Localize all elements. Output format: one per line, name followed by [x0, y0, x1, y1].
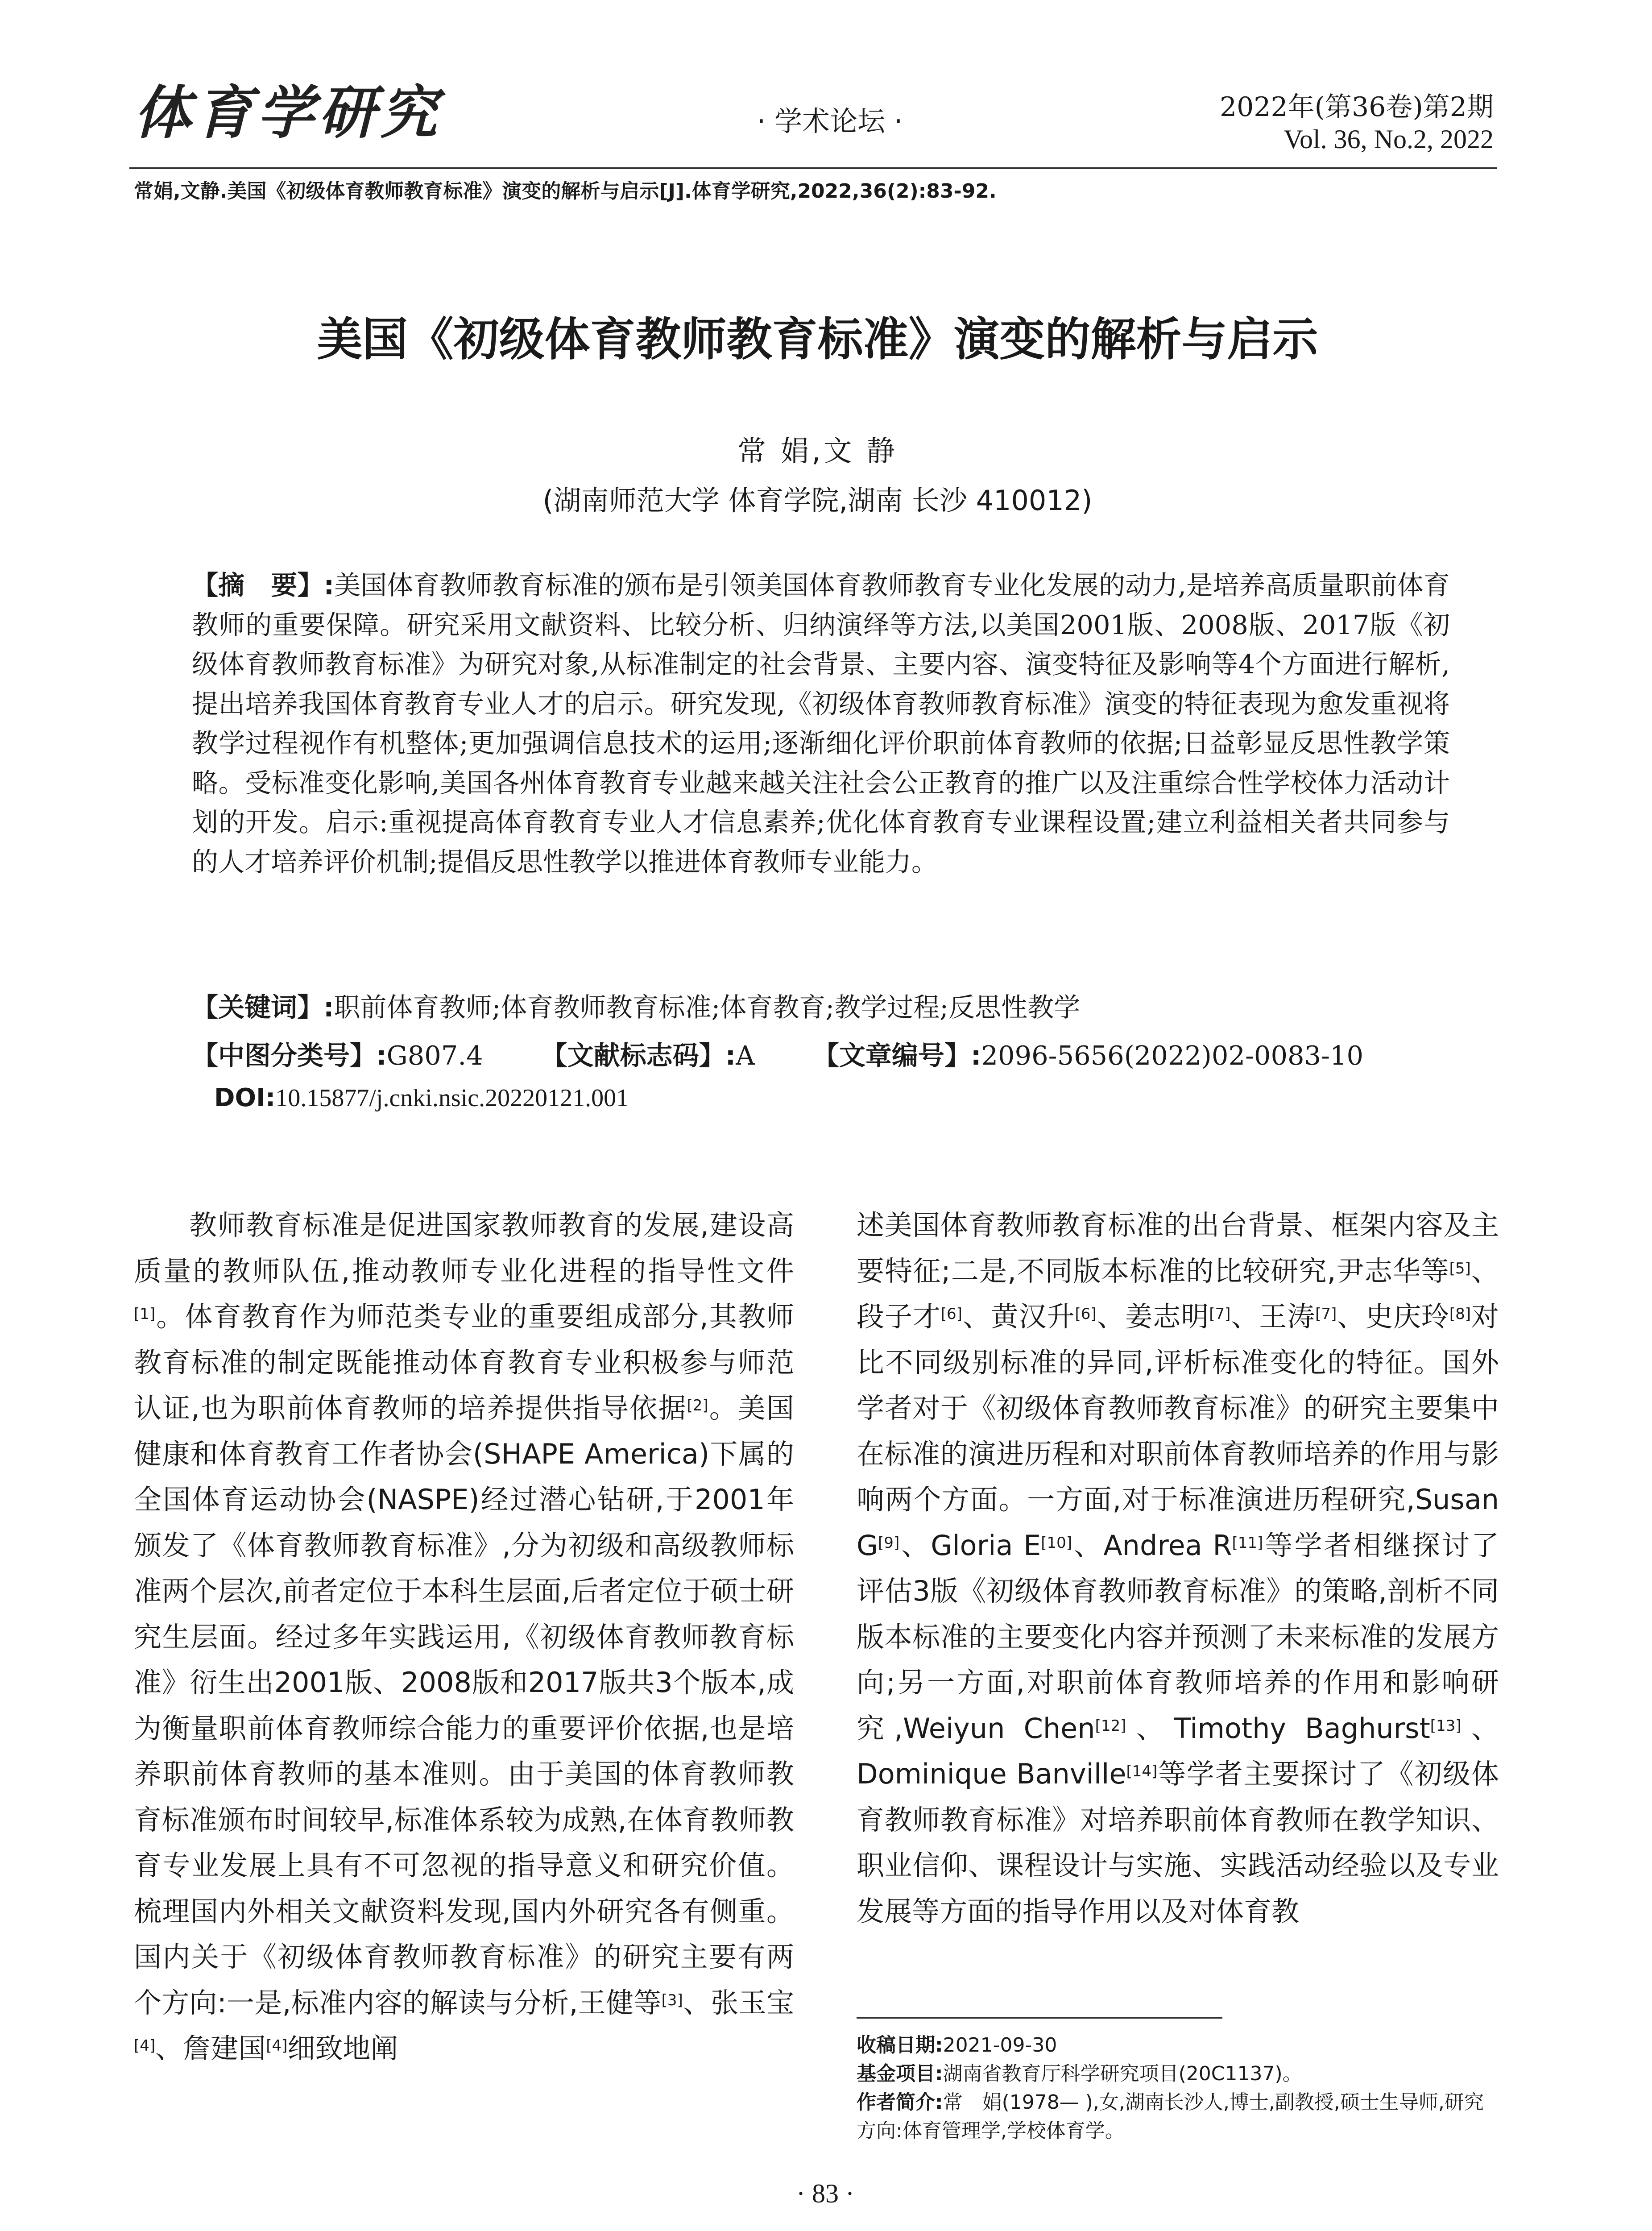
abstract-text: 美国体育教师教育标准的颁布是引领美国体育教师教育专业化发展的动力,是培养高质量职前体育教师的重要保障。研究采用文献资料、比较分析、归纳演绎等方法,以美国2001版、2008版、2017版《初级体育教师教育标准》为研究对象,从标准制定的社会背景、主要内容、演变特征及影响等4个方面进行解析,提出培养我国体育教育专业人才的启示。研究发现,《初级体育教师教育标准》演变的特征表现为愈发重视将教学过程视作有机整体;更加强调信息技术的运用;逐渐细化评价职前体育教师的依据;日益彰显反思性教学策略。受标准变化影响,美国各州体育教育专业越来越关注社会公正教育的推广以及注重综合性学校体力活动计划的开发。启示:重视提高体育教育专业人才信息素养;优化体育教育专业课程设置;建立利益相关者共同参与的人才培养评价机制;提倡反思性教学以推进体育教师专业能力。: [192, 570, 1450, 877]
body-text: 述美国体育教师教育标准的出台背景、框架内容及主要特征;二是,不同版本标准的比较研究,尹志华等: [857, 1209, 1499, 1287]
fund-info: [857, 2060, 1499, 2088]
citation-ref: [5]: [1449, 1259, 1471, 1277]
issue-info-cn: 2022年(第36卷)第2期: [1219, 91, 1494, 123]
column-tag: · 学术论坛 ·: [757, 105, 903, 137]
body-text: 、史庆玲: [1337, 1300, 1449, 1333]
body-text: 。美国健康和体育教育工作者协会(SHAPE America)下属的全国体育运动协会(NASPE)经过潜心钻研,于2001年颁发了《体育教师教育标准》,分为初级和高级教师标准两个层次,前者定位于本科生层面,后者定位于硕士研究生层面。经过多年实践运用,《初级体育教师教育标准》衍生出2001版、2008版和2017版共3个版本,成为衡量职前体育教师综合能力的重要评价依据,也是培养职前体育教师的基本准则。由于美国的体育教师教育标准颁布时间较早,标准体系较为成熟,在体育教师教育专业发展上具有不可忽视的指导意义和研究价值。梳理国内外相关文献资料发现,国内外研究各有侧重。国内关于《初级体育教师教育标准》的研究主要有两个方向:一是,标准内容的解读与分析,王健等: [134, 1392, 794, 2019]
author-bio-label: 作者简介:: [857, 2091, 943, 2114]
doi-line: [214, 1083, 629, 1112]
body-column-right: [857, 1203, 1499, 1934]
body-text: 细致地阐: [287, 2032, 398, 2065]
body-text: 对比不同级别标准的异同,评析标准变化的特征。国外学者对于《初级体育教师教育标准》的研究主要集中在标准的演进历程和对职前体育教师培养的作用与影响两个方面。一方面,对于标准演进历程研究,Susan G: [857, 1300, 1499, 1562]
article-affiliation: (湖南师范大学 体育学院,湖南 长沙 410012): [542, 484, 1093, 517]
citation-ref: [1]: [134, 1305, 156, 1323]
keywords-label: 【关键词】:: [192, 992, 334, 1023]
body-column-left: [134, 1203, 794, 2072]
doc-code-label: 【文献标志码】:: [541, 1040, 736, 1071]
citation-ref: [13]: [1430, 1717, 1462, 1735]
citation-ref: [4]: [134, 2037, 156, 2055]
body-text: 、詹建国: [155, 2032, 266, 2065]
article-title: 美国《初级体育教师教育标准》演变的解析与启示: [317, 313, 1318, 366]
citation-ref: [6]: [1075, 1305, 1097, 1323]
citation-ref: [4]: [266, 2037, 288, 2055]
fund-value: 湖南省教育厅科学研究项目(20C1137)。: [943, 2062, 1302, 2085]
author-bio-value: 常 娟(1978— ),女,湖南长沙人,博士,副教授,硕士生导师,研究方向:体育管理学,学校体育学。: [857, 2091, 1484, 2142]
citation-ref: [8]: [1449, 1305, 1471, 1323]
doc-code-value: A: [736, 1040, 755, 1071]
footnotes: [857, 2031, 1499, 2145]
citation-ref: [7]: [1315, 1305, 1337, 1323]
doi-value: 10.15877/j.cnki.nsic.20220121.001: [275, 1084, 629, 1112]
clc-label: 【中图分类号】:: [192, 1040, 387, 1071]
abstract: [192, 566, 1450, 882]
body-text: 、Timothy Baghurst: [1126, 1712, 1430, 1745]
received-value: 2021-09-30: [943, 2034, 1057, 2057]
citation-ref: [11]: [1232, 1534, 1263, 1552]
received-date: [857, 2031, 1499, 2060]
keywords-text: 职前体育教师;体育教师教育标准;体育教育;教学过程;反思性教学: [334, 992, 1081, 1023]
doi-label: DOI:: [214, 1083, 276, 1112]
body-text: 、黄汉升: [962, 1300, 1075, 1333]
body-text: 等学者主要探讨了《初级体育教师教育标准》对培养职前体育教师在教学知识、职业信仰、课程设计与实施、实践活动经验以及专业发展等方面的指导作用以及对体育教: [857, 1758, 1499, 1928]
citation-ref: [9]: [878, 1534, 900, 1552]
citation-ref: [6]: [940, 1305, 962, 1323]
body-text: 教师教育标准是促进国家教师教育的发展,建设高质量的教师队伍,推动教师专业化进程的指导性文件: [134, 1209, 794, 1287]
body-text: 。体育教育作为师范类专业的重要组成部分,其教师教育标准的制定既能推动体育教育专业积极参与师范认证,也为职前体育教师的培养提供指导依据: [134, 1300, 794, 1424]
body-text: 、Andrea R: [1072, 1529, 1232, 1562]
body-paragraph: [857, 1203, 1499, 1934]
page-number: · 83 ·: [796, 2179, 854, 2208]
fund-label: 基金项目:: [857, 2062, 943, 2085]
body-text: 、Dominique Banville: [857, 1712, 1499, 1790]
keywords: [192, 986, 1080, 1024]
citation-ref: [2]: [687, 1397, 708, 1414]
body-text: 、段子才: [857, 1254, 1499, 1333]
citation-ref: [12]: [1095, 1717, 1126, 1735]
body-text: 、王涛: [1230, 1300, 1316, 1333]
classification-line: [192, 1034, 1363, 1072]
abstract-label: 【摘 要】:: [192, 570, 335, 601]
issue-info-en: Vol. 36, No.2, 2022: [1284, 124, 1494, 154]
citation-ref: [3]: [661, 1991, 683, 2009]
header-rule: [129, 167, 1497, 169]
journal-logo: 体育学研究: [134, 79, 442, 146]
clc-value: G807.4: [386, 1040, 483, 1071]
author-bio: [857, 2088, 1499, 2145]
body-text: 、Gloria E: [899, 1529, 1041, 1562]
article-id-label: 【文章编号】:: [812, 1040, 981, 1071]
article-id-value: 2096-5656(2022)02-0083-10: [981, 1040, 1364, 1071]
citation-ref: [10]: [1041, 1534, 1072, 1552]
citation-ref: [14]: [1126, 1762, 1158, 1780]
body-paragraph: [134, 1203, 794, 2072]
body-text: 、张玉宝: [683, 1986, 794, 2019]
body-text: 、姜志明: [1096, 1300, 1209, 1333]
article-authors: 常 娟,文 静: [737, 435, 898, 468]
citation-line: 常娟,文静.美国《初级体育教师教育标准》演变的解析与启示[J].体育学研究,2022,36(2):83-92.: [134, 180, 997, 203]
footnote-rule: [857, 2017, 1222, 2019]
received-label: 收稿日期:: [857, 2034, 943, 2057]
body-text: 等学者相继探讨了评估3版《初级体育教师教育标准》的策略,剖析不同版本标准的主要变化内容并预测了未来标准的发展方向;另一方面,对职前体育教师培养的作用和影响研究,Weiyun Chen: [857, 1529, 1499, 1745]
citation-ref: [7]: [1209, 1305, 1231, 1323]
